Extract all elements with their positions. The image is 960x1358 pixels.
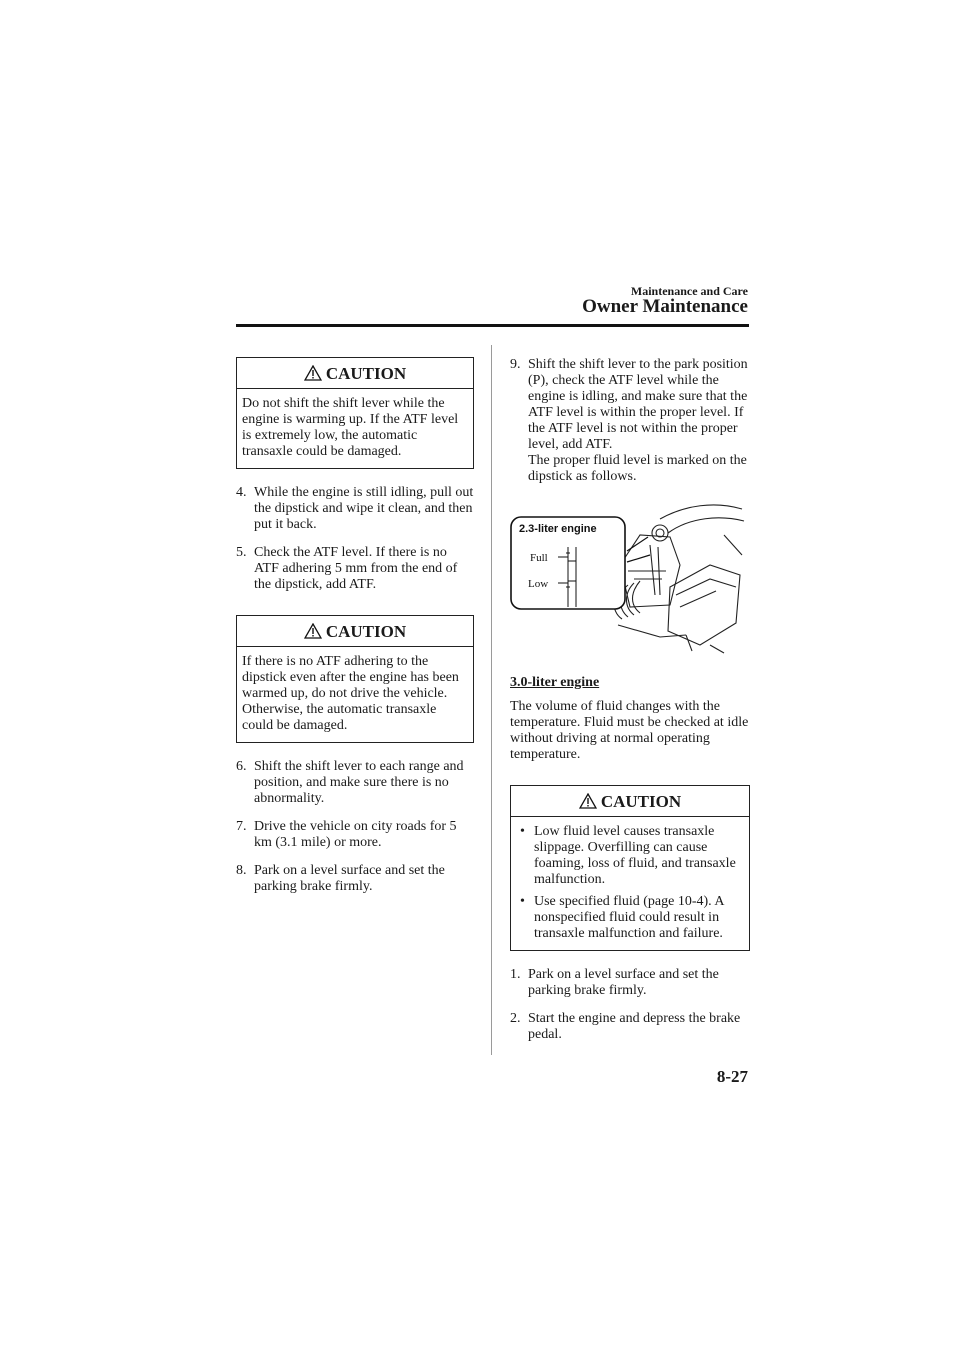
step-text: Park on a level surface and set the parking brake firmly. — [528, 967, 719, 998]
section-body: The volume of fluid changes with the temperature. Fluid must be checked at idle without driving at normal operating temperature. — [510, 699, 749, 762]
step-item — [236, 485, 474, 533]
bullet-dot-icon: • — [520, 824, 525, 839]
caution-bullet — [516, 824, 743, 888]
caution-bullet — [516, 894, 743, 942]
engine-illustration — [510, 495, 746, 663]
step-item — [510, 357, 750, 485]
header-section: Maintenance and Care — [630, 284, 748, 298]
step-item — [510, 967, 750, 999]
figure-low-label: Low — [528, 578, 549, 590]
header-title: Owner Maintenance — [582, 296, 748, 317]
page-number: 8-27 — [716, 1067, 748, 1086]
step-item — [510, 1011, 750, 1043]
step-number: 4. — [236, 485, 247, 500]
caution-body — [511, 817, 749, 950]
left-column — [236, 357, 474, 895]
caution-text: Do not shift the shift lever while the engine is warming up. If the ATF level is extremely low, the automatic transaxle could be damaged. — [242, 396, 459, 459]
step-text: Drive the vehicle on city roads for 5 km (3.1 mile) or more. — [254, 819, 457, 850]
step-item — [236, 545, 474, 593]
caution-header — [237, 358, 473, 389]
step-text: Shift the shift lever to each range and position, and make sure there is no abnormality. — [254, 759, 464, 806]
column-divider — [491, 345, 492, 1055]
caution-box-2 — [236, 615, 474, 743]
step-number: 7. — [236, 819, 247, 834]
step-text: While the engine is still idling, pull out the dipstick and wipe it clean, and then put it back. — [254, 485, 474, 532]
step-number: 1. — [510, 967, 521, 982]
step-number: 9. — [510, 357, 521, 372]
step-text: Check the ATF level. If there is no ATF adhering 5 mm from the end of the dipstick, add ATF. — [254, 545, 458, 592]
caution-text: If there is no ATF adhering to the dipstick even after the engine has been warmed up, do not drive the vehicle. Otherwise, the automatic transaxle could be damaged. — [242, 654, 459, 733]
step-number: 6. — [236, 759, 247, 774]
step-text: Shift the shift lever to the park position (P), check the ATF level while the engine is idling, and make sure that the ATF level is within the proper level. If the ATF level is not within the proper level, add ATF. — [528, 357, 748, 452]
figure-engine-label: 2.3-liter engine — [519, 523, 597, 535]
figure-full-label: Full — [530, 552, 548, 564]
step-text-continued: The proper fluid level is marked on the dipstick as follows. — [528, 453, 747, 484]
warning-triangle-icon — [579, 793, 597, 809]
caution-bullet-text: Low fluid level causes transaxle slippage. Overfilling can cause foaming, loss of fluid, and transaxle malfunction. — [534, 824, 736, 887]
step-text: Park on a level surface and set the parking brake firmly. — [254, 863, 445, 894]
header-rule — [236, 324, 749, 327]
warning-triangle-icon — [304, 623, 322, 639]
step-text: Start the engine and depress the brake pedal. — [528, 1011, 741, 1042]
step-number: 5. — [236, 545, 247, 560]
caution-bullet-list — [516, 824, 743, 942]
step-item — [236, 863, 474, 895]
caution-header — [237, 616, 473, 647]
step-number: 2. — [510, 1011, 521, 1026]
step-number: 8. — [236, 863, 247, 878]
caution-title: CAUTION — [325, 622, 407, 641]
section-title: 3.0-liter engine — [510, 675, 600, 690]
dipstick-figure — [510, 495, 746, 663]
step-item — [236, 759, 474, 807]
steps-group-b — [236, 759, 474, 895]
bullet-dot-icon: • — [520, 894, 525, 909]
warning-triangle-icon — [304, 365, 322, 381]
steps-group-a — [236, 485, 474, 593]
caution-box-3 — [510, 785, 750, 951]
caution-title: CAUTION — [325, 364, 407, 383]
caution-header — [511, 786, 749, 817]
steps-group-c — [510, 967, 750, 1043]
caution-box-1 — [236, 357, 474, 469]
right-column — [510, 357, 750, 1043]
step-item — [236, 819, 474, 851]
caution-bullet-text: Use specified fluid (page 10-4). A nonspecified fluid could result in transaxle malfunction and failure. — [534, 894, 724, 941]
caution-title: CAUTION — [600, 792, 682, 811]
